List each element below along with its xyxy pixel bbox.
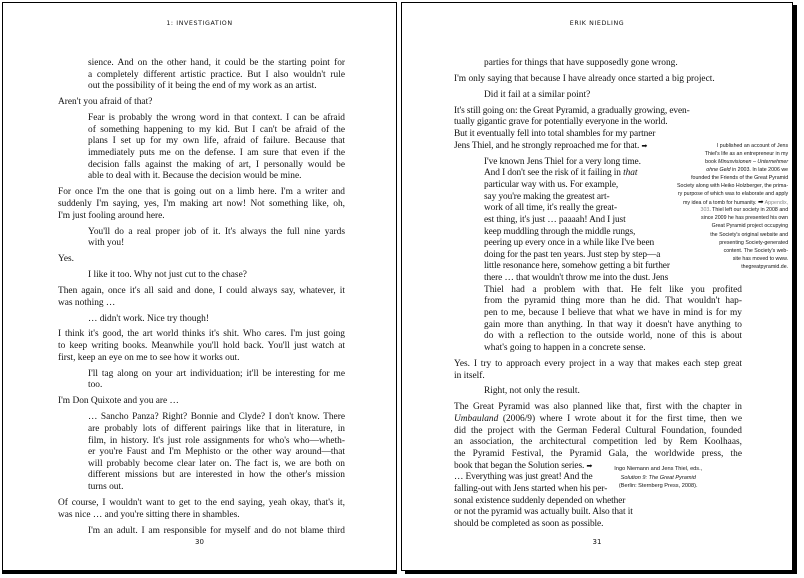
text-line [88, 412, 345, 424]
text-run: It's still going on: the Great Pyramid, a gradually growing, even- [454, 105, 690, 116]
text-line [484, 296, 742, 308]
cross-reference-link[interactable]: Appendix, [763, 200, 789, 207]
text-run: of something happening to my kid. But I can't be afraid of the [88, 124, 345, 135]
text-run: out the possibility of it being the end of my work as an artist. [88, 81, 317, 92]
text-run: I think it's good, the art world thinks it's shit. Who cares. I'm just going [58, 329, 345, 340]
text-run: sonal existence suddenly depended on whether [454, 495, 626, 506]
text-run: I'm just fooling around here. [58, 210, 165, 221]
note-line [677, 255, 788, 263]
text-run: falling-out with Jens started when his per- [454, 483, 608, 494]
text-run: For once I'm the one that is going out on a limb here. I'm a writer and [58, 187, 345, 198]
text-run: tually gigantic grave for potentially everyone in the world. [454, 117, 668, 128]
text-run: content. The Society's web- [723, 247, 789, 254]
text-line [58, 97, 345, 109]
text-line [58, 298, 345, 310]
page-number: 31 [592, 538, 602, 546]
text-line [454, 507, 742, 519]
text-line [58, 286, 345, 298]
text-run: was nothing … [58, 297, 116, 308]
question-paragraph [58, 187, 345, 222]
answer-paragraph [484, 386, 742, 398]
text-run: I'm Don Quixote and you are … [58, 396, 179, 407]
note-line [677, 142, 788, 150]
text-line [58, 254, 345, 266]
text-line [454, 414, 742, 426]
text-line [484, 58, 742, 70]
note-line [677, 222, 788, 230]
italic-title: Solution 9: The Great Pyramid [620, 474, 696, 481]
text-run: I'm an adult. I am responsible for myself and do not blame third [88, 525, 345, 536]
side-note [614, 465, 702, 491]
running-head: ERIK NIEDLING [569, 20, 625, 27]
text-run: (Berlin: Sternberg Press, 2008). [618, 483, 698, 489]
text-run: Aren't you afraid of that? [58, 97, 153, 108]
note-line [677, 174, 788, 182]
text-line [88, 113, 345, 125]
answer-paragraph [88, 58, 345, 93]
text-run: first, keep an eye on me to see how it works out. [58, 352, 240, 363]
text-line [88, 58, 345, 70]
italic-title: that [623, 168, 638, 179]
text-line [454, 117, 742, 129]
text-line [58, 510, 345, 522]
italic-title: Minusvisionen – Unternehmer [717, 159, 789, 166]
text-run: say you're making the greatest art- [484, 191, 610, 202]
text-run: I'll tag along on your art individuation; it'll be interesting for me [88, 368, 345, 379]
text-run: little resonance here, somehow getting a bit further [484, 261, 670, 272]
question-paragraph [58, 286, 345, 309]
text-run: keep muddling through the middle rungs, [484, 226, 636, 237]
text-run: immediately puts me on the defense. I am sure that even if the [88, 148, 345, 159]
note-line [614, 465, 702, 474]
text-line [454, 426, 742, 438]
text-line [88, 227, 345, 239]
body-text [58, 58, 345, 537]
text-line [484, 320, 742, 332]
question-paragraph [58, 97, 345, 109]
text-line [454, 129, 742, 141]
arrow-icon: ➡ [641, 141, 648, 150]
text-run: … didn't work. Nice try though! [88, 313, 209, 324]
note-line [677, 166, 788, 174]
text-run: with you! [88, 238, 125, 249]
text-run: Thiel had a problem with that. He felt like you profited [484, 284, 742, 295]
text-run: different missions but are interested in how the other's mission [88, 470, 345, 481]
text-run: presenting Society-generated [719, 239, 789, 246]
question-paragraph [58, 254, 345, 266]
text-run: gain more than anything. In that way it doesn't have anything to [484, 319, 742, 330]
text-line [58, 341, 345, 353]
text-line [88, 314, 345, 326]
text-run: film, in history. It's just role assignments for who's who—wheth- [88, 435, 345, 446]
text-run: But it eventually fell into total shambles for my partner [454, 129, 656, 140]
text-run: particular way with us. For example, [484, 179, 619, 190]
text-run: a completely different artistic practice. But I also wouldn't rule [88, 69, 345, 80]
text-line [88, 482, 345, 494]
note-line [677, 231, 788, 239]
text-line [484, 331, 742, 343]
answer-paragraph [88, 314, 345, 326]
text-run: are probably lots of different pairings like that in literature, in [88, 423, 345, 434]
text-line [88, 148, 345, 160]
text-run: You'll do a real proper job of it. It's always the full nine yards [88, 226, 345, 237]
text-run: decision falls against the making of art, I personally would be [88, 159, 345, 170]
text-run: the Pyramid Festival, the Pyramid Gala, the worldwide press, the [454, 448, 742, 459]
note-line [677, 190, 788, 198]
text-run: was nice … and you're sitting there in shambles. [58, 509, 240, 520]
arrow-icon: ➡ [586, 461, 593, 470]
text-run: est thing, it's just … paaaah! And I just [484, 214, 626, 225]
text-run: Ingo Niemann and Jens Thiel, eds., [614, 466, 703, 472]
italic-title: ohne Geld [706, 167, 731, 174]
text-run: sience. And on the other hand, it could be the starting point for [88, 58, 345, 68]
side-note [677, 142, 788, 271]
text-run: I've known Jens Thiel for a very long time. [484, 156, 641, 167]
text-line [454, 519, 742, 531]
answer-paragraph [88, 412, 345, 493]
text-run: Thiel's life as an entrepreneur in my [704, 151, 789, 158]
text-run: did the project with the German Federal Cultural Foundation, founded [454, 425, 742, 436]
text-line [484, 308, 742, 320]
text-line [454, 371, 742, 383]
arrow-icon: ➡ [757, 198, 764, 207]
note-line [677, 150, 788, 158]
text-run: Yes. I try to approach every project in a way that makes each step great [454, 358, 742, 369]
text-run: since 2009 he has presented his own [700, 215, 789, 222]
text-run: book that began the Solution series. [454, 460, 587, 471]
page-number: 30 [195, 538, 204, 546]
answer-paragraph [88, 270, 345, 282]
text-run: Great Pyramid project occupying [711, 223, 789, 230]
text-run: or not the pyramid was actually built. Also that it [454, 507, 633, 518]
left-page [2, 2, 397, 571]
text-line [88, 70, 345, 82]
text-line [58, 211, 345, 223]
italic-title: Umbauland [454, 414, 499, 425]
text-run: … Sancho Panza? Right? Bonnie and Clyde? I don't know. There [88, 412, 345, 423]
text-line [88, 459, 345, 471]
text-run: my idea of a tomb for humanity. [682, 200, 758, 207]
text-run: site has moved to www. [732, 255, 789, 262]
note-line [677, 198, 788, 206]
text-run: what's going to happen in a concrete sense. [484, 342, 646, 353]
text-line [88, 424, 345, 436]
text-run: in 2003. In late 2006 we [730, 167, 789, 174]
text-run: book [705, 159, 718, 166]
text-line [454, 106, 742, 118]
text-run: Right, not only the result. [484, 386, 580, 397]
text-run: there … that wouldn't throw me into the dust. Jens [484, 273, 669, 284]
text-line [88, 238, 345, 250]
text-run: (2006/9) where I wrote about it for the first time, then we [498, 414, 742, 425]
text-line [454, 437, 742, 449]
text-line [88, 270, 345, 282]
answer-paragraph [484, 58, 742, 70]
text-run: doing for the past ten years. Just step by step—a [484, 249, 661, 260]
text-line [88, 369, 345, 381]
text-run: Fear is probably the wrong word in that context. I can be afraid [88, 113, 345, 124]
text-line [88, 447, 345, 459]
text-run: the Society's original website and [710, 231, 789, 238]
text-run: work of all time, it's really the great- [484, 203, 618, 214]
text-run: . Thiel left our society in 2008 and [709, 207, 789, 214]
text-line [88, 380, 345, 392]
text-run: Society along with Heiko Holzberger, the prima- [676, 183, 789, 190]
question-paragraph [58, 329, 345, 364]
text-line [58, 187, 345, 199]
text-run: to keep writing books. Meanwhile you'll hold back. You'll just watch at [58, 341, 345, 352]
text-line [88, 160, 345, 172]
text-run: er you're Faust and I'm Mephisto or the other way around—that [88, 447, 345, 458]
text-line [484, 273, 742, 285]
text-run: too. [88, 380, 103, 391]
text-run: will probably become clear later on. The fact is, we are both on [88, 458, 345, 469]
text-run: turns out. [88, 482, 124, 493]
note-line [677, 263, 788, 271]
note-line [614, 482, 702, 491]
text-run: thegreatpyramid.de. [741, 263, 789, 270]
right-page [401, 2, 793, 571]
note-line [677, 158, 788, 166]
answer-paragraph [88, 369, 345, 392]
text-line [484, 285, 742, 297]
text-run: able to deal with it. Because the decision would be mine. [88, 171, 302, 182]
text-run: should be completed as soon as possible. [454, 518, 604, 529]
answer-paragraph [484, 90, 742, 102]
text-run: an association, the architectural competition led by Rem Koolhaas, [454, 437, 742, 448]
text-run: Jens Thiel, and he strongly reproached me for that. [454, 140, 642, 151]
text-line [454, 359, 742, 371]
text-run: plans I set up for my own life, afraid of failure. Because that [88, 136, 345, 147]
note-line [677, 247, 788, 255]
note-line [677, 214, 788, 222]
text-line [88, 171, 345, 183]
note-line [677, 206, 788, 214]
text-line [88, 136, 345, 148]
text-line [454, 449, 742, 461]
text-run: from the pyramid thing more than he did. That wouldn't hap- [484, 296, 742, 307]
question-paragraph [454, 74, 742, 86]
text-line [58, 353, 345, 365]
text-run: Of course, I wouldn't want to get to the end saying, yeah okay, that's it, [58, 498, 345, 508]
running-head: 1: INVESTIGATION [166, 20, 233, 27]
text-run: Did it fail at a similar point? [484, 89, 591, 100]
text-run: pen to me, because I believe that what we have in mind is for my [484, 308, 742, 318]
text-run: Yes. [58, 254, 74, 265]
text-run: ry purpose of which was to elaborate and apply [677, 191, 789, 198]
note-line [614, 474, 702, 483]
text-line [484, 386, 742, 398]
text-run: I published an account of Jens [716, 143, 789, 149]
question-paragraph [454, 359, 742, 382]
text-line [58, 396, 345, 408]
text-run: suddenly I'm saying, yes, I'm making art now! Not something like, oh, [58, 198, 345, 209]
question-paragraph [58, 498, 345, 521]
text-line [88, 81, 345, 93]
cross-reference-link[interactable]: 303 [700, 207, 710, 214]
answer-paragraph [88, 227, 345, 250]
text-run: The Great Pyramid was also planned like that, first with the chapter in [454, 402, 742, 413]
body-text [454, 58, 742, 530]
text-line [484, 343, 742, 355]
text-line [58, 498, 345, 510]
text-line [454, 496, 742, 508]
text-line [88, 125, 345, 137]
text-line [58, 329, 345, 341]
text-run: in itself. [454, 370, 485, 381]
question-paragraph [58, 396, 345, 408]
text-run: parties for things that have supposedly gone wrong. [484, 58, 678, 68]
text-run: Then again, once it's all said and done, I could always say, whatever, it [58, 285, 345, 296]
text-run: peering up every once in a while like I've been [484, 238, 655, 249]
text-run: I like it too. Why not just cut to the chase? [88, 270, 247, 281]
text-run: do with a reflection to the outside world, none of this is about [484, 331, 742, 342]
text-run: … Everything was just great! And the [454, 472, 593, 483]
text-line [88, 470, 345, 482]
note-line [677, 182, 788, 190]
answer-paragraph [88, 526, 345, 538]
note-line [677, 239, 788, 247]
text-line [454, 402, 742, 414]
text-line [484, 90, 742, 102]
text-run: And I don't see the risk of it failing in [484, 168, 624, 179]
text-line [58, 199, 345, 211]
text-line [88, 526, 345, 538]
text-line [88, 436, 345, 448]
text-run: founded the Friends of the Great Pyramid [690, 175, 789, 182]
text-run: I'm only saying that because I have already once started a big project. [454, 73, 715, 84]
text-line [454, 74, 742, 86]
answer-paragraph [88, 113, 345, 183]
